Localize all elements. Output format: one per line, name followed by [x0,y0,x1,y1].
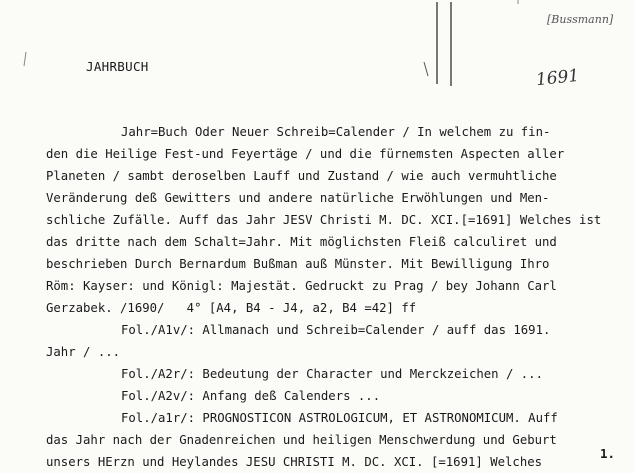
text-line: Gerzabek. /1690/ 4° [A4, B4 - J4, a2, B4 =42] ff [46,301,417,315]
text-line: Veränderung deß Gewitters und andere natürliche Erwöhlungen und Men- [46,191,550,205]
folio-line: Jahr / ... [46,345,121,359]
description-text [46,121,606,473]
text-line: schliche Zufälle. Auff das Jahr JESV Christi M. DC. XCI.[=1691] Welches ist [46,213,602,227]
folio-line: Fol./A2v/: Anfang deß Calenders ... [121,389,381,403]
stamp-mark: [Bussmann] [547,13,614,26]
text-line: Jahr=Buch Oder Neuer Schreib=Calender / In welchem zu fin- [121,125,551,139]
card-heading: JAHRBUCH [86,59,149,74]
folio-line: unsers HErzn und Heylandes JESU CHRISTI M. DC. XCI. [=1691] Welches [46,455,543,469]
text-line: beschrieben Durch Bernardum Bußman auß Münster. Mit Bewilligung Ihro [46,257,550,271]
margin-mark [24,52,26,66]
text-line: Röm: Kayser: und Königl: Majestät. Gedruckt zu Prag / bey Johann Carl [46,279,557,293]
text-line: das dritte nach dem Schalt=Jahr. Mit möglichsten Fleiß calculiret und [46,235,557,249]
pencil-mark [424,62,428,76]
handwritten-year: 1691 [535,65,581,91]
folio-line: Fol./A2r/: Bedeutung der Character und Merckzeichen / ... [121,367,543,381]
text-line: Planeten / sambt deroselben Lauff und Zustand / wie auch vermuhtliche [46,169,557,183]
folio-line: Fol./a1r/: PROGNOSTICON ASTROLOGICUM, ET ASTRONOMICUM. Auff [121,411,558,425]
folio-line: Fol./A1v/: Allmanach und Schreib=Calender / auff das 1691. [121,323,551,337]
page-number: 1. [600,446,616,461]
folio-line: das Jahr nach der Gnadenreichen und heiligen Menschwerdung und Geburt [46,433,557,447]
text-line: den die Heilige Fest-und Feyertäge / und die fürnemsten Aspecten aller [46,147,565,161]
